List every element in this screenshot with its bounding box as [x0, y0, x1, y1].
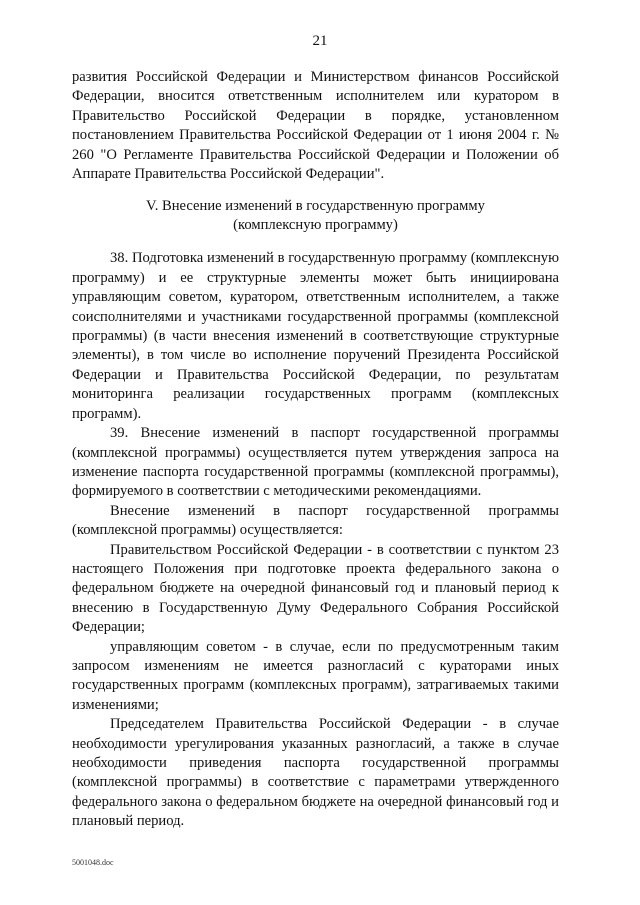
footer-document-code: 5001048.doc	[72, 858, 114, 867]
section-heading-line2: (комплексную программу)	[233, 217, 398, 234]
paragraph-38: 38. Подготовка изменений в государственную программу (комплексную программу) и ее структурные элементы может быть инициирована управляющим советом, куратором, ответственным исполнителем, а также соисполнителями и участниками государственной программы (комплексной программы) (в части внесения изменений в соответствующие структурные элементы), в том числе во исполнение поручений Президента Российской Федерации и Правительства Российской Федерации, по результатам мониторинга реализации государственных программ (комплексных программ).	[72, 250, 559, 422]
page-number: 21	[312, 33, 328, 49]
paragraph-changes-intro: Внесение изменений в паспорт государственной программы (комплексной программы) осуществляется:	[72, 502, 559, 539]
paragraph-39: 39. Внесение изменений в паспорт государственной программы (комплексной программы) осуществляется путем утверждения запроса на изменение паспорта государственной программы (комплексной программы), формируемого в соответствии с методическими рекомендациями.	[72, 425, 559, 500]
paragraph-continued: развития Российской Федерации и Министерством финансов Российской Федерации, вносится ответственным исполнителем или куратором в Правительство Российской Федерации в порядке, установленном постановлением Правительства Российской Федерации от 1 июня 2004 г. № 260 "О Регламенте Правительства Российской Федерации и Положении об Аппарате Правительства Российской Федерации".	[72, 69, 559, 183]
paragraph-chairman: Председателем Правительства Российской Федерации - в случае необходимости урегулирования указанных разногласий, а также в случае необходимости приведения паспорта государственной программы (комплексной программы) в соответствие с параметрами утвержденного федерального закона о федеральном бюджете на очередной финансовый год и плановый период.	[72, 716, 559, 830]
paragraph-government: Правительством Российской Федерации - в соответствии с пунктом 23 настоящего Положения при подготовке проекта федерального закона о федеральном бюджете на очередной финансовый год и плановый период к внесению в Государственную Думу Федерального Собрания Российской Федерации;	[72, 541, 559, 636]
section-heading-line1: V. Внесение изменений в государственную программу	[146, 198, 485, 215]
section-heading	[72, 197, 559, 235]
document-body	[72, 68, 559, 832]
paragraph-council: управляющим советом - в случае, если по предусмотренным таким запросом изменениям не имеется разногласий с кураторами иных государственных программ (комплексных программ), затрагиваемых такими изменениями;	[72, 638, 559, 713]
